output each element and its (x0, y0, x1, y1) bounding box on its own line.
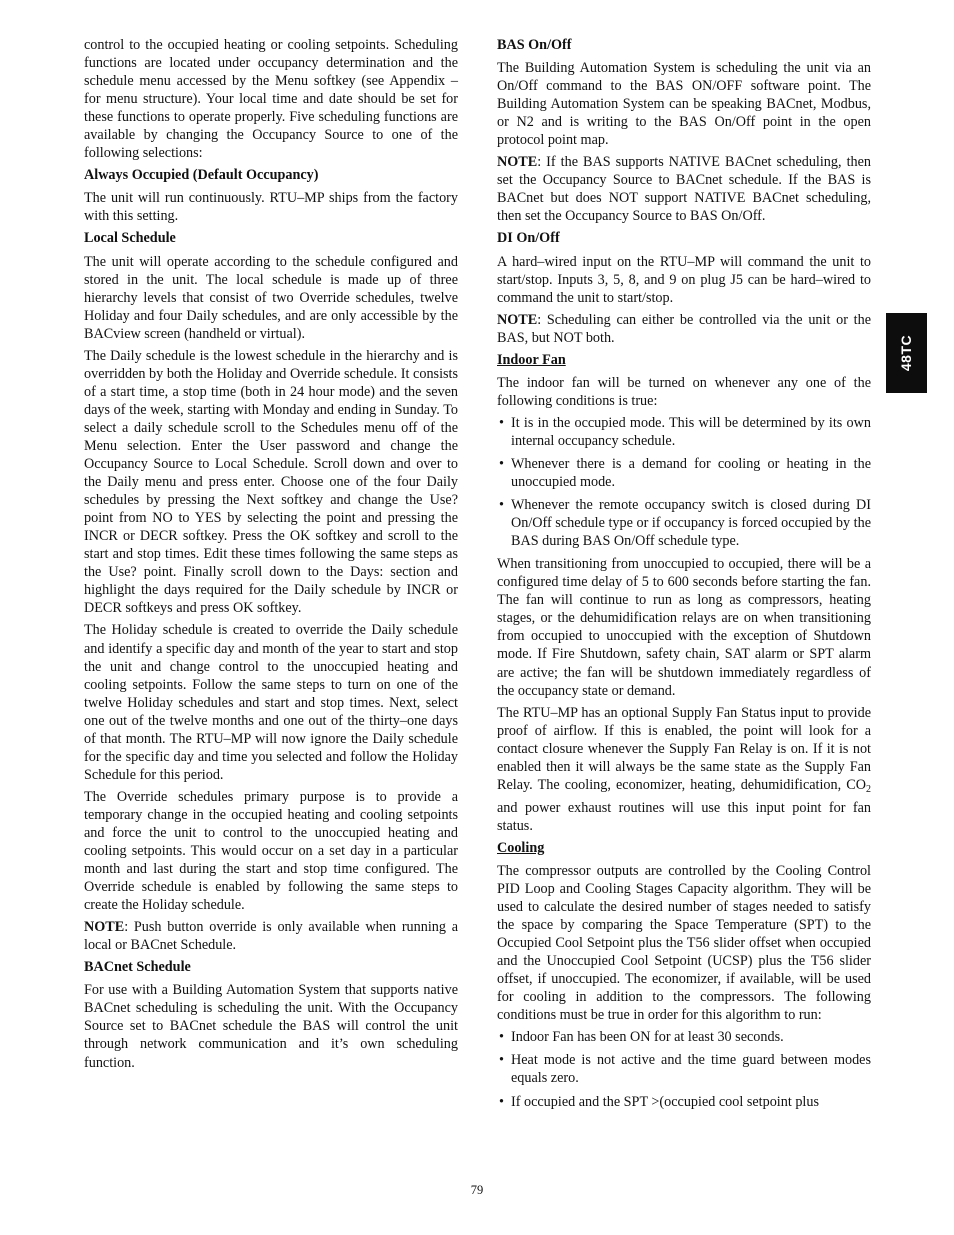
side-tab-48tc (886, 313, 927, 393)
override-schedule-paragraph: The Override schedules primary purpose is to provide a temporary change in the occupied heating and cooling setpoints and force the unit to control to the unoccupied heating and cooling setpoints. This would occur on a set day in a particular month and last during the start and stop time configured. The Override schedule is enabled by following the same steps to create the Holiday schedule. (84, 788, 458, 914)
note-label: NOTE (84, 919, 125, 936)
heading-bacnet-schedule: BACnet Schedule (84, 959, 191, 976)
cooling-paragraph: The compressor outputs are controlled by the Cooling Control PID Loop and Cooling Stages Capacity algorithm. They will be used to calculate the desired number of stages needed to satisfy the space by comparing the Space Temperature (SPT) to the Occupied Cool Setpoint plus the T56 slider offset when occupied and the Unoccupied Cool Setpoint (UCSP) plus the T56 slider offset, if unoccupied. The economizer, if available, will be used for cooling in addition to the compressors. The following conditions must be true in order for this algorithm to run: (497, 862, 871, 1024)
always-occupied-paragraph: The unit will run continuously. RTU–MP ships from the factory with this setting. (84, 190, 458, 225)
local-schedule-paragraph-1: The unit will operate according to the schedule configured and stored in the unit. The local schedule is made up of three hierarchy levels that consist of two Override schedules, twelve Holiday and four Daily schedules, and are only accessible by the BACview screen (handheld or virtual). (84, 253, 458, 342)
indoor-fan-paragraph-2: When transitioning from unoccupied to occupied, there will be a configured time delay of 5 to 600 seconds before starting the fan. The fan will continue to run as long as compressors, heating stages, or the dehumidification relays are on when transitioning from occupied to unoccupied with the exception of Shutdown mode. If Fire Shutdown, safety chain, SAT alarm or SPT alarm are active; the fan will be shutdown immediately regardless of the occupancy state or demand. (497, 556, 871, 699)
note-text: : Push button override is only available when running a local or BACnet Schedule. (84, 919, 458, 954)
side-tab-label: 48TC (898, 334, 915, 372)
cooling-bullet-list (497, 1028, 871, 1110)
note-push-button (84, 918, 458, 954)
note-label: NOTE (497, 154, 538, 171)
right-column (497, 36, 871, 1116)
di-on-off-paragraph: A hard–wired input on the RTU–MP will command the unit to start/stop. Inputs 3, 5, 8, and 9 on plug J5 can be hard–wired to command the unit to start/stop. (497, 253, 871, 306)
bacnet-schedule-paragraph: For use with a Building Automation System that supports native BACnet scheduling is scheduling the unit. With the Occupancy Source set to BACnet schedule the BAS will control the unit through network communication and it’s own scheduling function. (84, 982, 458, 1071)
heading-bas-on-off: BAS On/Off (497, 37, 572, 53)
list-item: • It is in the occupied mode. This will be determined by its own internal occupancy schedule. (499, 414, 871, 449)
indoor-fan-paragraph-1: The indoor fan will be turned on whenever any one of the following conditions is true: (497, 374, 871, 409)
daily-schedule-paragraph: The Daily schedule is the lowest schedule in the hierarchy and is overridden by both the Holiday and Override schedule. It consists of a start time, a stop time (both in 24 hour mode) and the seven days of the week, starting with Monday and ending in Sunday. To select a daily schedule scroll to the Schedules menu off of the Menu selection. Enter the User password and change the Occupancy Source to Local Schedule. Scroll down and over to the Daily menu and press enter. Choose one of the four Daily schedules by pressing the Next softkey and change the Use? point from NO to YES by selecting the point and pressing the INCR or DECR softkey. Press the OK softkey and scroll to the start and stop times. Edit these times following the same steps as the Use? point. Finally scroll down to the Days: section and highlight the days required for the Daily schedule by INCR or DECR softkeys and press OK softkey. (84, 347, 458, 617)
heading-cooling: Cooling (497, 839, 545, 856)
note-label: NOTE (497, 311, 538, 328)
holiday-schedule-paragraph: The Holiday schedule is created to override the Daily schedule and identify a specific day and month of the year to start and stop the unit and change control to the unoccupied heating and cooling setpoints. Follow the same steps to turn on one of the twelve Holiday schedules and start and stop times. Next, select one out of the twelve months and one out of the thirty–one days of that month. The RTU–MP will now ignore the Daily schedule for the specific day and time you selected and follow the Holiday Schedule for this period. (84, 622, 458, 783)
heading-always-occupied: Always Occupied (Default Occupancy) (84, 167, 319, 184)
heading-indoor-fan: Indoor Fan (497, 351, 566, 368)
heading-di-on-off: DI On/Off (497, 230, 560, 247)
list-item: • Indoor Fan has been ON for at least 30 seconds. (499, 1029, 784, 1046)
list-item: • Whenever there is a demand for cooling or heating in the unoccupied mode. (499, 455, 871, 491)
intro-paragraph: control to the occupied heating or cooling setpoints. Scheduling functions are located under occupancy determination and the schedule menu accessed by the Menu softkey (see Appendix – for menu structure). Your local time and date should be set for these functions to operate properly. Five scheduling functions are available by changing the Occupancy Source to one of the following selections: (84, 37, 458, 162)
bas-on-off-paragraph: The Building Automation System is scheduling the unit via an On/Off command to the BAS ON/OFF software point. The Building Automation System can be speaking BACnet, Modbus, or N2 and is writing to the BAS On/Off point in the open protocol point map. (497, 60, 871, 149)
list-item: • Heat mode is not active and the time guard between modes equals zero. (499, 1052, 871, 1087)
note-bas (497, 153, 871, 225)
indoor-fan-bullet-list (497, 414, 871, 550)
list-item: • If occupied and the SPT >(occupied cool setpoint plus (499, 1093, 819, 1110)
note-text: : If the BAS supports NATIVE BACnet scheduling, then set the Occupancy Source to BACnet schedule. If the BAS is BACnet but does NOT support NATIVE BACnet scheduling, then set the Occupancy Source to BAS On/Off. (497, 154, 871, 225)
heading-local-schedule: Local Schedule (84, 230, 176, 247)
page-number: 79 (470, 1183, 484, 1197)
left-column (84, 36, 458, 1076)
indoor-fan-paragraph-3: The RTU–MP has an optional Supply Fan Status input to provide proof of airflow. If this is enabled, the point will look for a contact closure whenever the Supply Fan Relay is on. If it is not enabled then it will always be the same state as the Supply Fan Relay. The cooling, economizer, heating, dehumidification, $CO_2$ and power exhaust routines will use this input point for fan status. (497, 704, 871, 834)
note-text: : Scheduling can either be controlled via the unit or the BAS, but NOT both. (497, 311, 871, 346)
note-di (497, 311, 871, 347)
list-item: • Whenever the remote occupancy switch is closed during DI On/Off schedule type or if occupancy is forced occupied by the BAS during BAS On/Off schedule type. (499, 497, 871, 550)
